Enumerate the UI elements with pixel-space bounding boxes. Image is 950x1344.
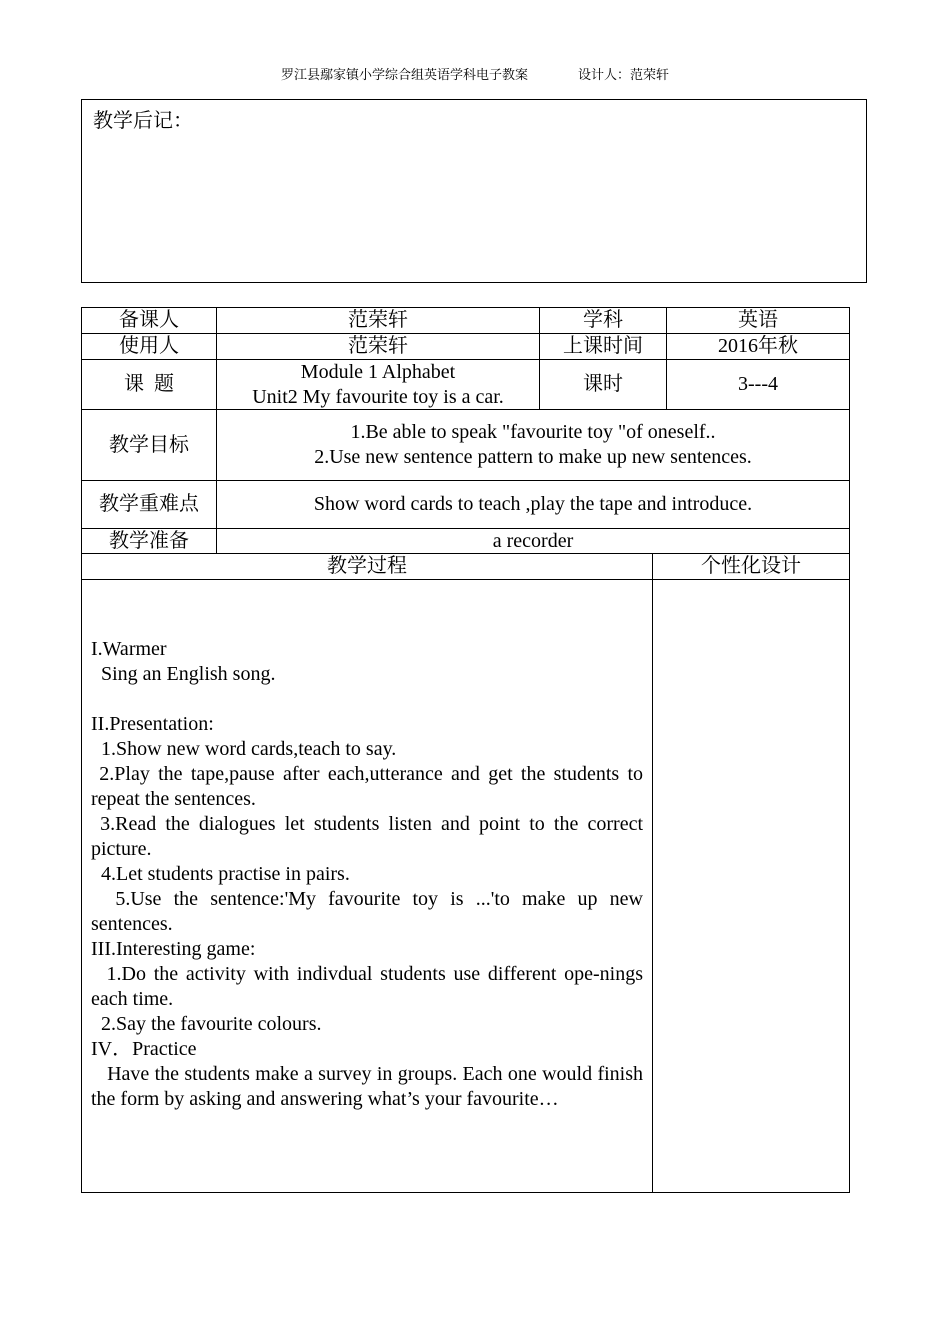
goal-value [217,410,849,480]
table-border-bottom [81,1192,850,1193]
class-time-label: 上课时间 [563,335,643,357]
process-line: 4.Let students practise in pairs. [91,863,350,885]
teaching-notes-box [81,99,867,283]
teaching-process-content [91,637,649,1112]
process-line: 1.Do the activity with indivdual students use different ope-nings each time. [91,963,649,1010]
process-line: Have the students make a survey in groups. Each one would finish the form by asking and answering what’s your favourite… [91,1063,649,1110]
process-line: Sing an English song. [91,663,276,685]
subject-label: 学科 [583,309,623,331]
user-value: 范荣轩 [348,335,408,357]
header-designer: 设计人：范荣轩 [578,67,670,82]
col-line [652,553,653,1193]
class-time-value: 2016年秋 [718,335,798,357]
preparation-value: a recorder [492,529,574,552]
topic-line-2: Unit2 My favourite toy is a car. [252,385,504,408]
process-header: 教学过程 [327,555,407,577]
topic-value [217,360,539,409]
process-line: IV．Practice [91,1038,197,1060]
period-label: 课时 [583,373,623,395]
period-value: 3---4 [738,373,778,395]
process-line: I.Warmer [91,638,167,660]
topic-label: 课 题 [124,373,174,395]
preparer-label: 备课人 [119,309,179,331]
teaching-notes-label: 教学后记： [93,110,193,132]
preparer-value: 范荣轩 [348,309,408,331]
process-line: 2.Play the tape,pause after each,utterance and get the students to repeat the sentences. [91,763,648,810]
header-school: 罗江县鄢家镇小学综合组英语学科电子教案 [280,67,528,82]
goal-label: 教学目标 [109,433,189,456]
process-line: III.Interesting game: [91,938,256,960]
design-header: 个性化设计 [701,555,801,577]
key-points-value: Show word cards to teach ,play the tape and introduce. [313,493,753,515]
page-header [0,64,950,83]
user-label: 使用人 [119,335,179,357]
process-line: 3.Read the dialogues let students listen and point to the correct picture. [91,813,649,860]
process-line: 2.Say the favourite colours. [91,1013,322,1035]
process-line: 1.Show new word cards,teach to say. [91,738,397,760]
preparation-label: 教学准备 [109,529,189,552]
process-line: 5.Use the sentence:'My favourite toy is ...'to make up new sentences. [91,888,649,935]
topic-line-1: Module 1 Alphabet [300,360,456,383]
goal-line-2: 2.Use new sentence pattern to make up new sentences. [314,446,752,468]
subject-value: 英语 [738,309,778,331]
table-border-right [849,307,850,1193]
process-blank-line [91,687,643,712]
row-line [81,579,850,580]
key-points-label: 教学重难点 [99,493,199,515]
process-line: II.Presentation: [91,713,214,735]
goal-line-1: 1.Be able to speak "favourite toy "of oneself.. [350,421,716,443]
